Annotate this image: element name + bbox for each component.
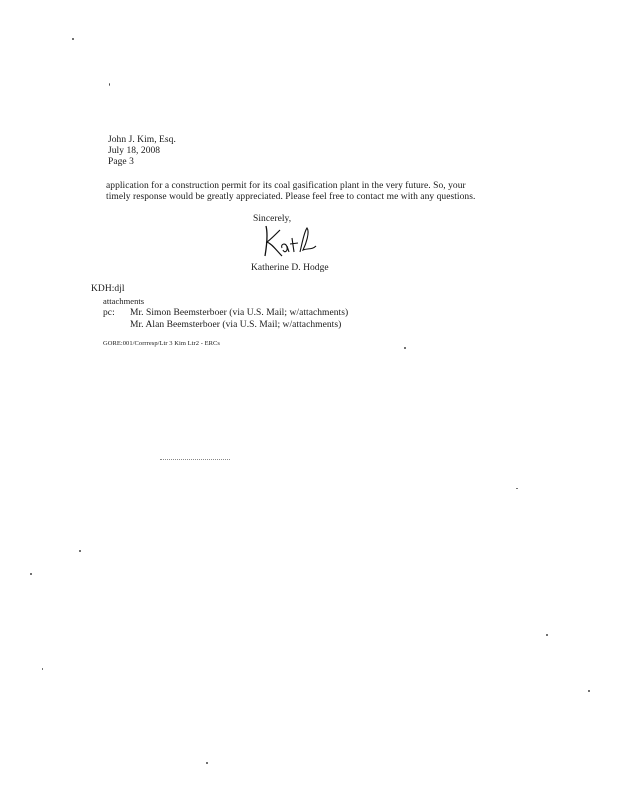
scan-speck: [546, 634, 548, 636]
scan-speck: [72, 38, 74, 40]
letter-date: July 18, 2008: [108, 146, 161, 156]
file-reference: GORE:001/Corrresp/Ltr 3 Kim Ltr2 - ERCs: [103, 340, 220, 347]
scan-speck: [42, 668, 43, 670]
scan-speck: [404, 347, 406, 349]
body-line-2: timely response would be greatly appreciated. Please feel free to contact me with any questions.: [106, 192, 476, 202]
scan-speck: [30, 573, 32, 575]
cc-recipient-1: Mr. Simon Beemsterboer (via U.S. Mail; w/attachments): [130, 308, 349, 318]
scan-speck: [79, 550, 81, 552]
closing-salutation: Sincerely,: [253, 214, 292, 224]
signer-name: Katherine D. Hodge: [251, 263, 329, 273]
recipient-name: John J. Kim, Esq.: [108, 135, 176, 145]
page-number: Page 3: [108, 157, 134, 167]
handwritten-signature: [258, 222, 320, 260]
scan-speck: [206, 762, 208, 764]
body-line-1: application for a construction permit for its coal gasification plant in the very future. So, your: [106, 181, 466, 191]
scan-speck: [109, 83, 110, 86]
scan-speck: [588, 690, 590, 692]
enclosure-notation: attachments: [103, 296, 145, 306]
scan-noise-row: [160, 459, 230, 461]
cc-recipient-2: Mr. Alan Beemsterboer (via U.S. Mail; w/attachments): [130, 320, 342, 330]
typist-initials: KDH:djl: [91, 284, 125, 294]
cc-label: pc:: [103, 308, 115, 318]
scan-speck: [516, 488, 518, 489]
